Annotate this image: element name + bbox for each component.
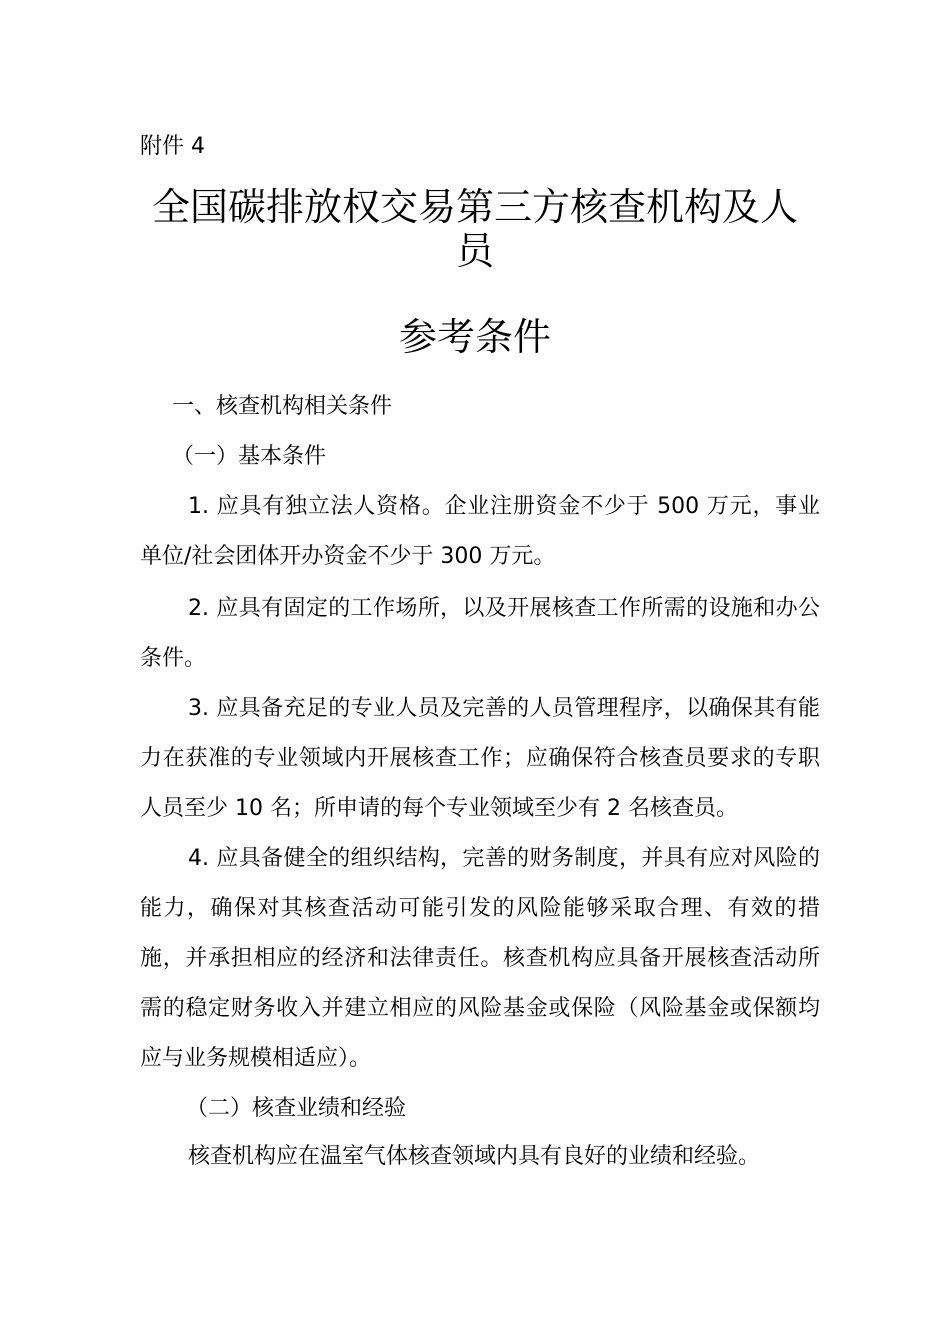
performance-paragraph: 核查机构应在温室气体核查领域内具有良好的业绩和经验。 <box>188 1144 761 1169</box>
condition-item-4: 4. 应具备健全的组织结构，完善的财务制度，并具有应对风险的能力，确保对其核查活动可能引发的风险能够采取合理、有效的措施，并承担相应的经济和法律责任。核查机构应具备开展核查活动所需的稳定财务收入并建立相应的风险基金或保险（风险基金或保额均应与业务规模相适应）。 <box>140 846 820 1071</box>
section-heading-1: 一、核查机构相关条件 <box>172 394 393 419</box>
subsection-heading-performance: （二）核查业绩和经验 <box>186 1096 407 1121</box>
condition-item-2: 2. 应具有固定的工作场所，以及开展核查工作所需的设施和办公条件。 <box>140 596 820 671</box>
document-subtitle: 参考条件 <box>398 315 551 359</box>
document-title-line-2: 员 <box>455 229 494 273</box>
document-title-line-1: 全国碳排放权交易第三方核查机构及人 <box>151 185 798 229</box>
attachment-label: 附件 4 <box>140 134 205 159</box>
condition-item-3: 3. 应具备充足的专业人员及完善的人员管理程序，以确保其有能力在获准的专业领域内开展核查工作；应确保符合核查员要求的专职人员至少 10 名；所申请的每个专业领域至少有 2 名核查员。 <box>140 696 820 821</box>
subsection-heading-basic-conditions: （一）基本条件 <box>172 444 327 469</box>
condition-item-1: 1. 应具有独立法人资格。企业注册资金不少于 500 万元，事业单位/社会团体开办资金不少于 300 万元。 <box>140 494 820 569</box>
